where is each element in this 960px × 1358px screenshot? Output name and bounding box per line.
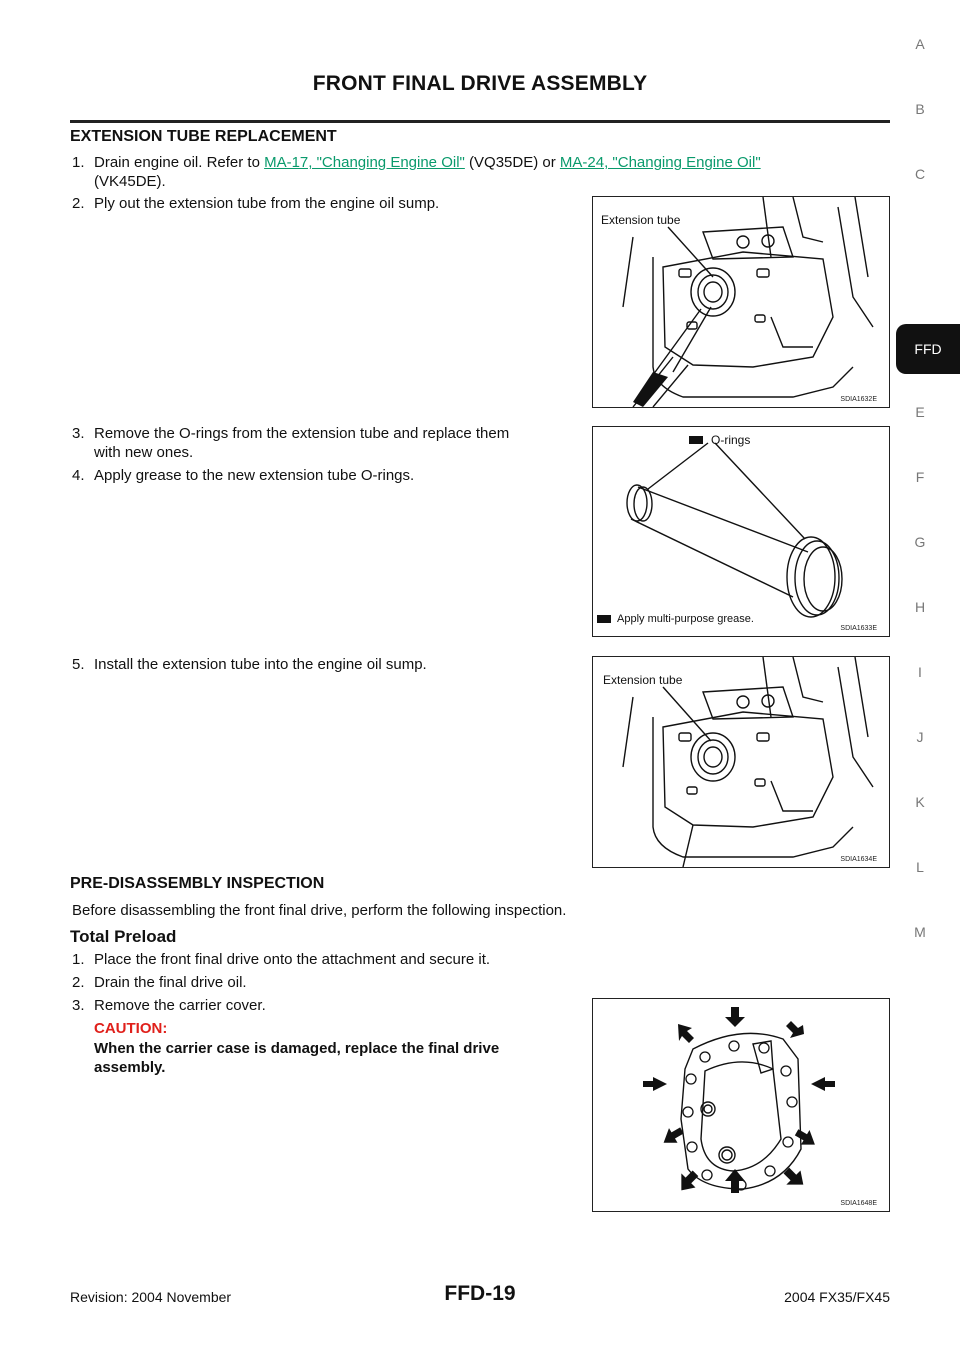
preload-step-1: 1. Place the front final drive onto the attachment and secure it.: [72, 951, 491, 968]
page-title: FRONT FINAL DRIVE ASSEMBLY: [312, 72, 648, 95]
footer-page-number: FFD-19: [444, 1282, 516, 1305]
step-1-drain-oil: 1. Drain engine oil. Refer to MA-17, "Changing Engine Oil" (VQ35DE) or MA-24, "Changing Engine Oil": [72, 154, 761, 171]
step-4-apply-grease: 4. Apply grease to the new extension tube O-rings.: [72, 467, 415, 484]
engine-sump-drawing-1: [593, 197, 889, 407]
side-tab-e[interactable]: E: [915, 404, 925, 420]
figure-extension-tube-orings: [592, 426, 890, 637]
section-heading-total-preload: Total Preload: [70, 927, 177, 946]
figure-extension-tube-install: [592, 656, 890, 868]
side-tab-j[interactable]: J: [916, 729, 924, 745]
step-5-install-tube: 5. Install the extension tube into the engine oil sump.: [72, 656, 427, 673]
fig2-label-orings: O-rings: [711, 433, 751, 447]
fig2-id: SDIA1633E: [840, 625, 877, 632]
section-heading-extension-tube: EXTENSION TUBE REPLACEMENT: [70, 128, 337, 145]
fig4-id: SDIA1648E: [840, 1200, 877, 1207]
fig2-note-grease: Apply multi-purpose grease.: [617, 613, 754, 625]
footer-model: 2004 FX35/FX45: [784, 1289, 890, 1305]
side-tab-b[interactable]: B: [915, 101, 925, 117]
bolt-arrow-icons: [643, 1007, 835, 1196]
link-ma-17[interactable]: MA-17, "Changing Engine Oil": [264, 154, 465, 171]
fig1-label: Extension tube: [601, 213, 681, 227]
step-2-ply-out: 2. Ply out the extension tube from the engine oil sump.: [72, 195, 440, 212]
side-tab-c[interactable]: C: [914, 166, 926, 182]
caution-text-line1: When the carrier case is damaged, replace the final drive: [94, 1040, 500, 1057]
fig1-id: SDIA1632E: [840, 396, 877, 403]
caution-heading: CAUTION:: [94, 1020, 168, 1037]
side-tab-g[interactable]: G: [914, 534, 926, 550]
section-heading-pre-disassembly: PRE-DISASSEMBLY INSPECTION: [70, 875, 325, 892]
preload-step-3: 3. Remove the carrier cover.: [72, 997, 266, 1014]
footer-revision: Revision: 2004 November: [70, 1289, 232, 1305]
link-ma-24[interactable]: MA-24, "Changing Engine Oil": [559, 154, 761, 171]
side-tab-l[interactable]: L: [916, 859, 924, 875]
step-1-tail: (VK45DE).: [94, 173, 166, 190]
side-tab-ffd-active[interactable]: FFD: [896, 324, 960, 374]
step-3-line2: with new ones.: [94, 444, 194, 461]
figure-carrier-cover-bolts: [592, 998, 890, 1212]
header-rule: [70, 120, 890, 123]
side-tab-i[interactable]: I: [918, 664, 922, 680]
extension-tube-drawing: [593, 427, 889, 636]
carrier-cover-drawing: [593, 999, 889, 1211]
side-tab-h[interactable]: H: [914, 599, 926, 615]
step-3-remove-orings: 3. Remove the O-rings from the extension tube and replace them: [72, 425, 510, 442]
engine-sump-drawing-2: [593, 657, 889, 867]
side-tab-k[interactable]: K: [915, 794, 925, 810]
fig3-id: SDIA1634E: [840, 856, 877, 863]
caution-text-line2: assembly.: [94, 1059, 166, 1076]
preload-step-2: 2. Drain the final drive oil.: [72, 974, 247, 991]
side-tab-f[interactable]: F: [915, 469, 925, 485]
side-tab-a[interactable]: A: [915, 36, 925, 52]
fig3-label: Extension tube: [603, 673, 683, 687]
side-tab-m[interactable]: M: [914, 924, 926, 940]
figure-extension-tube-removal: [592, 196, 890, 408]
pre-disassembly-intro: Before disassembling the front final drive, perform the following inspection.: [72, 902, 567, 919]
